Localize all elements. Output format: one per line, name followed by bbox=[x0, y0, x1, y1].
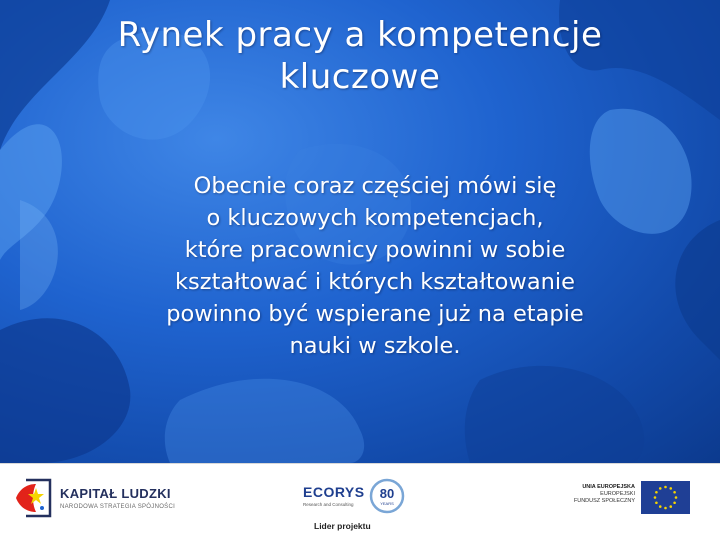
badge-text: YEARS bbox=[380, 501, 394, 506]
ecorys-80-years-badge-icon bbox=[369, 478, 405, 514]
slide-title bbox=[60, 14, 660, 98]
body-line-4: kształtować i których kształtowanie bbox=[175, 269, 575, 295]
title-line-2: kluczowe bbox=[279, 57, 441, 97]
ecorys-logo bbox=[303, 484, 365, 507]
body-line-6: nauki w szkole. bbox=[289, 333, 461, 359]
eu-fund-line2: FUNDUSZ SPOŁECZNY bbox=[573, 498, 635, 504]
body-line-5: powinno być wspierane już na etapie bbox=[166, 301, 584, 327]
ecorys-name: ECORYS bbox=[303, 484, 365, 500]
body-line-1: Obecnie coraz częściej mówi się bbox=[193, 173, 557, 199]
eu-name: UNIA EUROPEJSKA bbox=[582, 484, 635, 490]
kapital-ludzki-emblem-icon bbox=[12, 474, 54, 522]
ecorys-subtitle: Research and Consulting bbox=[303, 502, 354, 507]
logo-footer bbox=[0, 463, 720, 541]
project-leader-caption: Lider projektu bbox=[314, 521, 371, 531]
badge-number: 80 bbox=[379, 486, 395, 501]
body-line-3: które pracownicy powinni w sobie bbox=[184, 237, 566, 263]
eu-fund-line1: EUROPEJSKI bbox=[600, 491, 635, 497]
slide-body-text bbox=[95, 170, 655, 362]
eu-flag-icon bbox=[641, 481, 690, 514]
eu-logo-text bbox=[560, 484, 635, 505]
kapital-ludzki-subtitle: NARODOWA STRATEGIA SPÓJNOŚCI bbox=[60, 504, 176, 510]
kapital-ludzki-logo bbox=[60, 486, 175, 510]
kapital-ludzki-title: KAPITAŁ LUDZKI bbox=[60, 486, 171, 501]
title-line-1: Rynek pracy a kompetencje bbox=[117, 15, 603, 55]
body-line-2: o kluczowych kompetencjach, bbox=[206, 205, 544, 231]
